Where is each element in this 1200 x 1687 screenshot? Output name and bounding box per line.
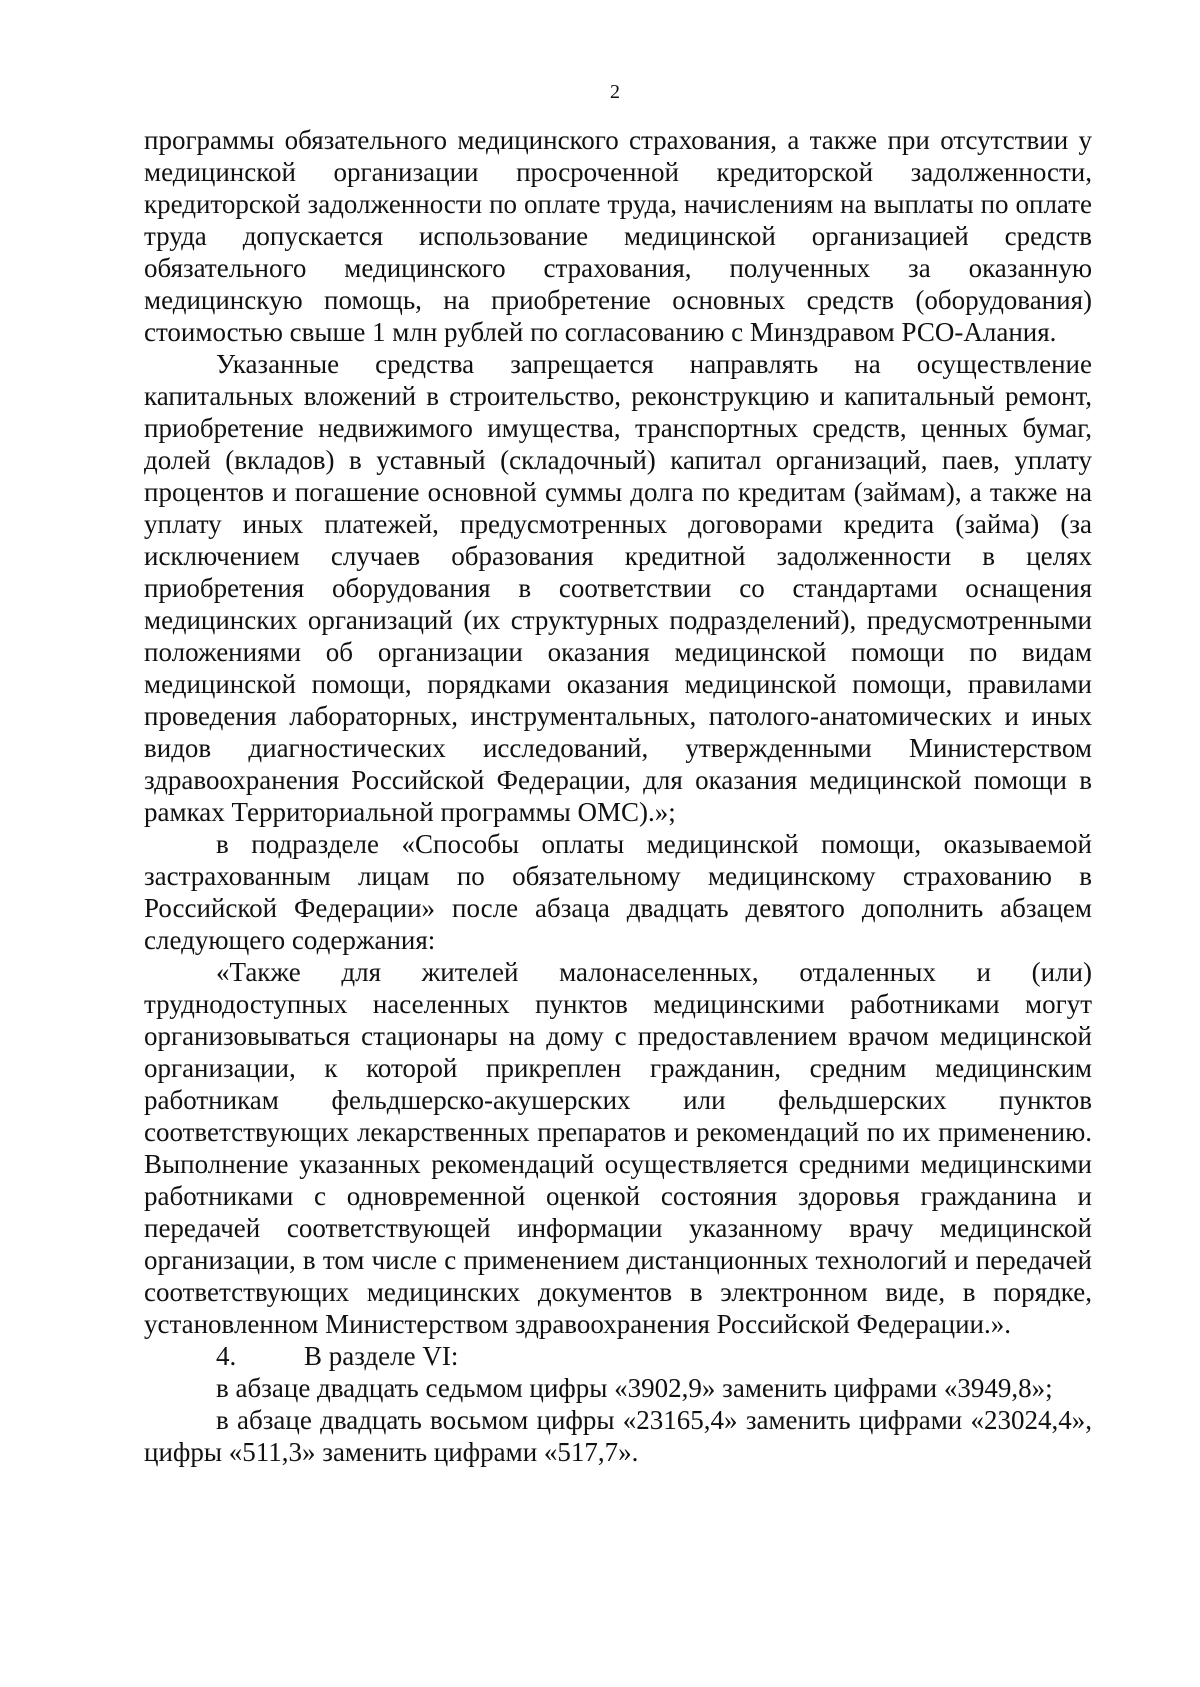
paragraph-6: в абзаце двадцать восьмом цифры «23165,4» заменить цифрами «23024,4», цифры «511,3» заменить цифрами «517,7».	[144, 1405, 1092, 1467]
paragraph-3: в подразделе «Способы оплаты медицинской помощи, оказываемой застрахованным лицам по обязательному медицинскому страхованию в Российской Федерации» после абзаца двадцать девятого дополнить абзацем следующего содержания:	[144, 829, 1092, 955]
paragraph-2: Указанные средства запрещается направлять на осуществление капитальных вложений в строительство, реконструкцию и капитальный ремонт, приобретение недвижимого имущества, транспортных средств, ценных бумаг, долей (вкладов) в уставный (складочный) капитал организаций, паев, уплату процентов и погашение основной суммы долга по кредитам (займам), а также на уплату иных платежей, предусмотренных договорами кредита (займа) (за исключением случаев образования кредитной задолженности в целях приобретения оборудования в соответствии со стандартами оснащения медицинских организаций (их структурных подразделений), предусмотренными положениями об организации оказания медицинской помощи по видам медицинской помощи, порядками оказания медицинской помощи, правилами проведения лабораторных, инструментальных, патолого-анатомических и иных видов диагностических исследований, утвержденными Министерством здравоохранения Российской Федерации, для оказания медицинской помощи в рамках Территориальной программы ОМС).»;	[144, 349, 1092, 827]
section-item-title: В разделе VI:	[304, 1341, 459, 1371]
section-item-number: 4.	[216, 1341, 237, 1371]
paragraph-5: в абзаце двадцать седьмом цифры «3902,9» заменить цифрами «3949,8»;	[216, 1373, 1053, 1403]
paragraph-4: «Также для жителей малонаселенных, отдаленных и (или) труднодоступных населенных пунктов медицинскими работниками могут организовываться стационары на дому с предоставлением врачом медицинской организации, к которой прикреплен гражданин, средним медицинским работникам фельдшерско-акушерских или фельдшерских пунктов соответствующих лекарственных препаратов и рекомендаций по их применению. Выполнение указанных рекомендаций осуществляется средними медицинскими работниками с одновременной оценкой состояния здоровья гражданина и передачей соответствующей информации указанному врачу медицинской организации, в том числе с применением дистанционных технологий и передачей соответствующих медицинских документов в электронном виде, в порядке, установленном Министерством здравоохранения Российской Федерации.».	[144, 957, 1092, 1339]
section-item-4	[144, 1340, 1092, 1372]
page-number: 2	[610, 81, 620, 103]
document-body	[144, 124, 1092, 1468]
paragraph-1: программы обязательного медицинского страхования, а также при отсутствии у медицинской организации просроченной кредиторской задолженности, кредиторской задолженности по оплате труда, начислениям на выплаты по оплате труда допускается использование медицинской организацией средств обязательного медицинского страхования, полученных за оказанную медицинскую помощь, на приобретение основных средств (оборудования) стоимостью свыше 1 млн рублей по согласованию с Минздравом РСО-Алания.	[144, 125, 1092, 347]
